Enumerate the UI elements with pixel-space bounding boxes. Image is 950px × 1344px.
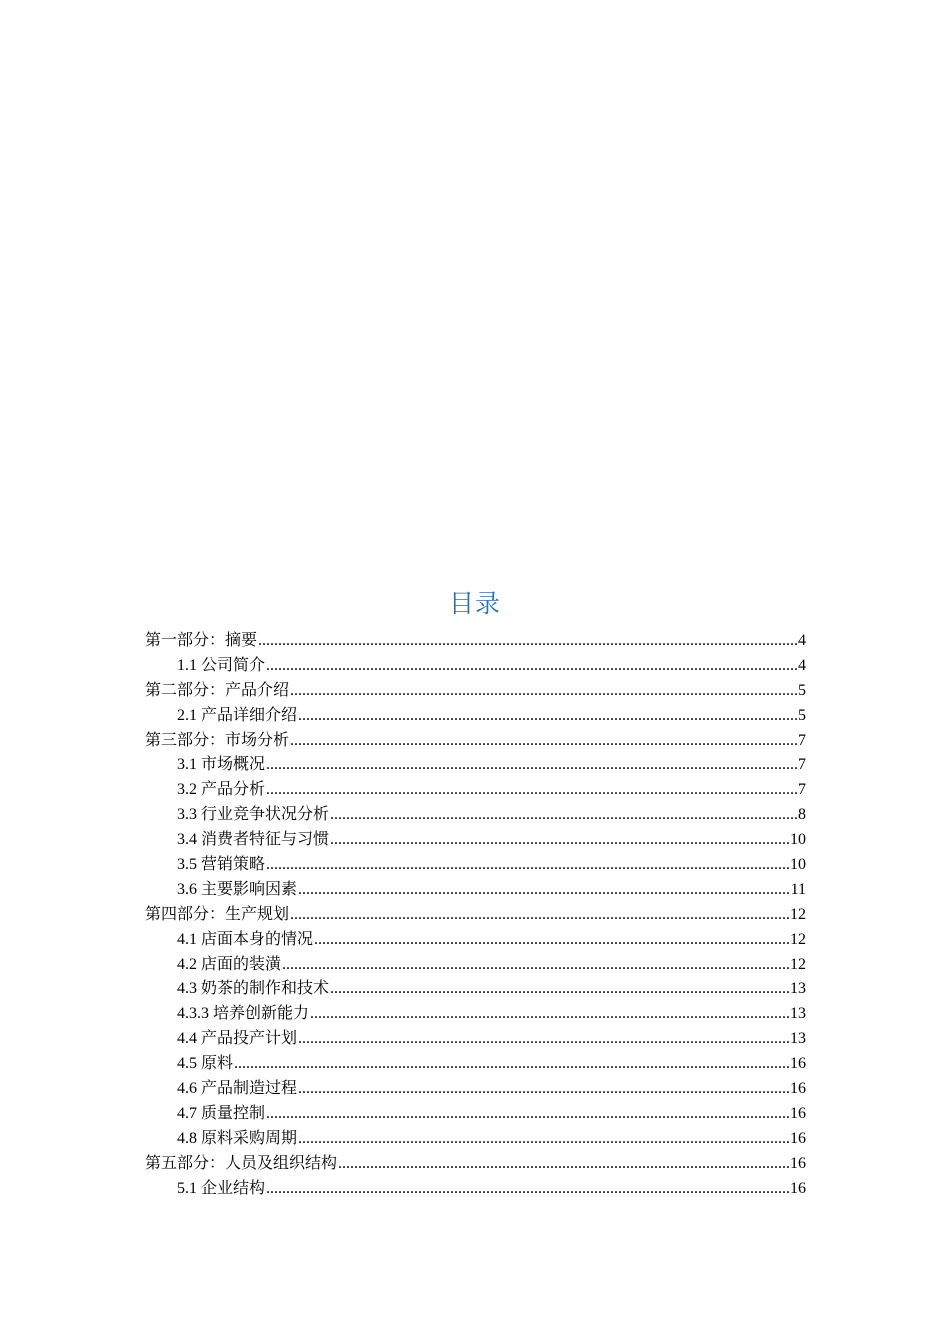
toc-entry-page-number: 12 [790,930,806,948]
toc-entry-label: 5.1 企业结构 [177,1179,266,1197]
toc-dot-leader [290,903,789,928]
toc-entry[interactable] [145,778,806,803]
toc-entry-label: 1.1 公司简介 [177,656,266,674]
toc-entry[interactable] [145,729,806,754]
table-of-contents [145,629,806,1201]
toc-dot-leader [330,828,789,853]
toc-entry-page-number: 12 [790,955,806,973]
toc-entry-label: 4.7 质量控制 [177,1104,266,1122]
toc-entry-label: 2.1 产品详细介绍 [177,706,298,724]
toc-entry-page-number: 16 [790,1154,806,1172]
toc-entry-label: 第一部分：摘要 [145,632,258,649]
toc-entry-label: 4.3.3 培养创新能力 [177,1005,310,1023]
toc-entry[interactable] [145,679,806,704]
toc-entry[interactable] [145,1052,806,1077]
toc-entry-page-number: 5 [798,681,806,699]
toc-entry-page-number: 12 [790,905,806,923]
toc-entry-label: 第四部分：生产规划 [145,905,290,923]
toc-entry-label: 3.6 主要影响因素 [177,880,298,898]
toc-dot-leader [298,1027,789,1052]
toc-entry-page-number: 16 [790,1104,806,1122]
toc-entry[interactable] [145,1127,806,1152]
toc-entry-page-number: 13 [790,1005,806,1023]
toc-entry[interactable] [145,1152,806,1177]
toc-entry-page-number: 16 [790,1179,806,1197]
toc-entry-label: 3.1 市场概况 [177,756,266,774]
toc-entry[interactable] [145,753,806,778]
toc-entry-label: 第二部分：产品介绍 [145,681,290,699]
toc-entry[interactable] [145,704,806,729]
toc-entry-page-number: 10 [790,831,806,849]
toc-dot-leader [330,803,797,828]
toc-dot-leader [266,1102,789,1127]
toc-entry-page-number: 16 [790,1129,806,1147]
toc-entry-page-number: 4 [798,632,806,649]
toc-entry[interactable] [145,1027,806,1052]
toc-entry-page-number: 13 [790,980,806,998]
toc-entry[interactable] [145,803,806,828]
toc-dot-leader [314,928,789,953]
toc-entry-page-number: 13 [790,1030,806,1048]
toc-entry[interactable] [145,828,806,853]
toc-entry-label: 第三部分：市场分析 [145,731,290,749]
toc-dot-leader [266,778,797,803]
toc-entry-label: 4.1 店面本身的情况 [177,930,314,948]
toc-entry-page-number: 7 [798,731,806,749]
toc-dot-leader [290,729,797,754]
toc-dot-leader [266,853,789,878]
toc-entry-page-number: 11 [790,880,806,898]
toc-entry[interactable] [145,1002,806,1027]
toc-entry[interactable] [145,903,806,928]
toc-entry-page-number: 7 [798,756,806,774]
toc-entry[interactable] [145,928,806,953]
toc-entry-page-number: 4 [798,656,806,674]
toc-dot-leader [258,629,797,654]
toc-dot-leader [310,1002,789,1027]
toc-entry-page-number: 5 [798,706,806,724]
toc-dot-leader [298,1077,789,1102]
toc-dot-leader [338,1152,789,1177]
toc-entry-label: 3.5 营销策略 [177,856,266,874]
toc-dot-leader [266,1177,789,1202]
toc-entry-label: 3.3 行业竞争状况分析 [177,806,330,824]
toc-entry-page-number: 10 [790,856,806,874]
toc-entry-page-number: 16 [790,1055,806,1073]
toc-entry-label: 3.4 消费者特征与习惯 [177,831,330,849]
toc-entry-label: 4.2 店面的装潢 [177,955,282,973]
toc-entry-label: 4.5 原料 [177,1055,234,1073]
toc-entry[interactable] [145,1077,806,1102]
toc-entry-label: 第五部分：人员及组织结构 [145,1154,338,1172]
toc-entry[interactable] [145,629,806,654]
toc-entry-page-number: 8 [798,806,806,824]
toc-dot-leader [298,878,790,903]
toc-entry[interactable] [145,654,806,679]
toc-entry-label: 4.4 产品投产计划 [177,1030,298,1048]
toc-entry[interactable] [145,953,806,978]
toc-entry-label: 4.3 奶茶的制作和技术 [177,980,330,998]
toc-entry[interactable] [145,878,806,903]
toc-entry[interactable] [145,1177,806,1202]
toc-dot-leader [298,704,797,729]
toc-entry-label: 4.8 原料采购周期 [177,1129,298,1147]
toc-entry[interactable] [145,977,806,1002]
toc-dot-leader [298,1127,789,1152]
toc-entry[interactable] [145,1102,806,1127]
toc-entry-label: 3.2 产品分析 [177,781,266,799]
toc-entry-label: 4.6 产品制造过程 [177,1080,298,1098]
toc-dot-leader [234,1052,789,1077]
toc-dot-leader [266,753,797,778]
toc-title: 目录 [448,589,501,618]
toc-entry[interactable] [145,853,806,878]
toc-dot-leader [330,977,789,1002]
toc-dot-leader [290,679,797,704]
toc-entry-page-number: 7 [798,781,806,799]
toc-entry-page-number: 16 [790,1080,806,1098]
toc-dot-leader [266,654,797,679]
toc-dot-leader [282,953,789,978]
